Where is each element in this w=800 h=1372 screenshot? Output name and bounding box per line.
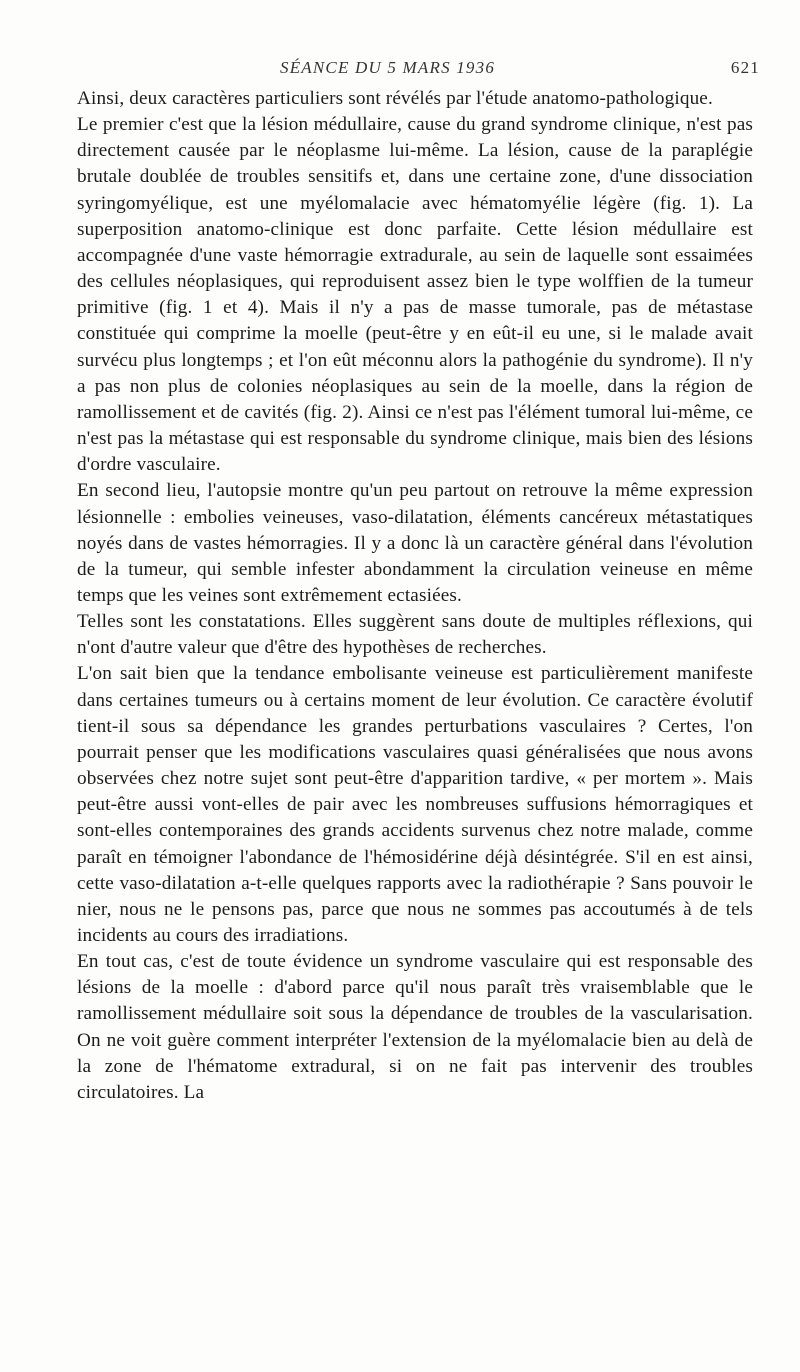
- body-text: [77, 86, 753, 1106]
- paragraph-5: L'on sait bien que la tendance embolisante veineuse est particulièrement manifeste dans certaines tumeurs ou à certains moment de leur évolution. Ce caractère évolutif tient-il sous sa dépendance les grandes perturbations vasculaires ? Certes, l'on pourrait penser que les modifications vasculaires quasi généralisées que nous avons observées chez notre sujet sont peut-être d'apparition tardive, « per mortem ». Mais peut-être aussi vont-elles de pair avec les nombreuses suffusions hémorragiques et sont-elles contemporaines des grands accidents survenus chez notre malade, comme paraît en témoigner l'abondance de l'hémosidérine déjà désintégrée. S'il en est ainsi, cette vaso-dilatation a-t-elle quelques rapports avec la radiothérapie ? Sans pouvoir le nier, nous ne le pensons pas, parce que nous ne sommes pas accoutumés à de tels incidents au cours des irradiations.: [77, 663, 753, 946]
- paragraph-1: Ainsi, deux caractères particuliers sont révélés par l'étude anatomo-pathologique.: [77, 88, 713, 109]
- paragraph-3: En second lieu, l'autopsie montre qu'un peu partout on retrouve la même expression lésionnelle : embolies veineuses, vaso-dilatation, éléments cancéreux métastatiques noyés dans de vastes hémorragies. Il y a donc là un caractère général dans l'évolution de la tumeur, qui semble infester abondamment la circulation veineuse en même temps que les veines sont extrêmement ectasiées.: [77, 480, 753, 606]
- page-number: 621: [730, 58, 760, 77]
- page-header: [0, 54, 800, 84]
- paragraph-4: Telles sont les constatations. Elles suggèrent sans doute de multiples réflexions, qui n'ont d'autre valeur que d'être des hypothèses de recherches.: [77, 611, 753, 659]
- running-title: SÉANCE DU 5 MARS 1936: [280, 58, 496, 77]
- paragraph-2: Le premier c'est que la lésion médullaire, cause du grand syndrome clinique, n'est pas directement causée par le néoplasme lui-même. La lésion, cause de la paraplégie brutale doublée de troubles sensitifs et, dans une certaine zone, d'une dissociation syringomyélique, est une myélomalacie avec hématomyélie légère (fig. 1). La superposition anatomo-clinique est donc parfaite. Cette lésion médullaire est accompagnée d'une vaste hémorragie extradurale, au sein de laquelle sont essaimées des cellules néoplasiques, qui reproduisent assez bien le type wolffien de la tumeur primitive (fig. 1 et 4). Mais il n'y a pas de masse tumorale, pas de métastase constituée qui comprime la moelle (peut-être y en eût-il eu une, si le malade avait survécu plus longtemps ; et l'on eût méconnu alors la pathogénie du syndrome). Il n'y a pas non plus de colonies néoplasiques au sein de la moelle, dans la région de ramollissement et de cavités (fig. 2). Ainsi ce n'est pas l'élément tumoral lui-même, ce n'est pas la métastase qui est responsable du syndrome clinique, mais bien des lésions d'ordre vasculaire.: [77, 114, 753, 476]
- paragraph-6: En tout cas, c'est de toute évidence un syndrome vasculaire qui est responsable des lésions de la moelle : d'abord parce qu'il nous paraît très vraisemblable que le ramollissement médullaire soit sous la dépendance de troubles de la vascularisation. On ne voit guère comment interpréter l'extension de la myélomalacie bien au delà de la zone de l'hématome extradural, si on ne fait pas intervenir des troubles circulatoires. La: [77, 951, 753, 1103]
